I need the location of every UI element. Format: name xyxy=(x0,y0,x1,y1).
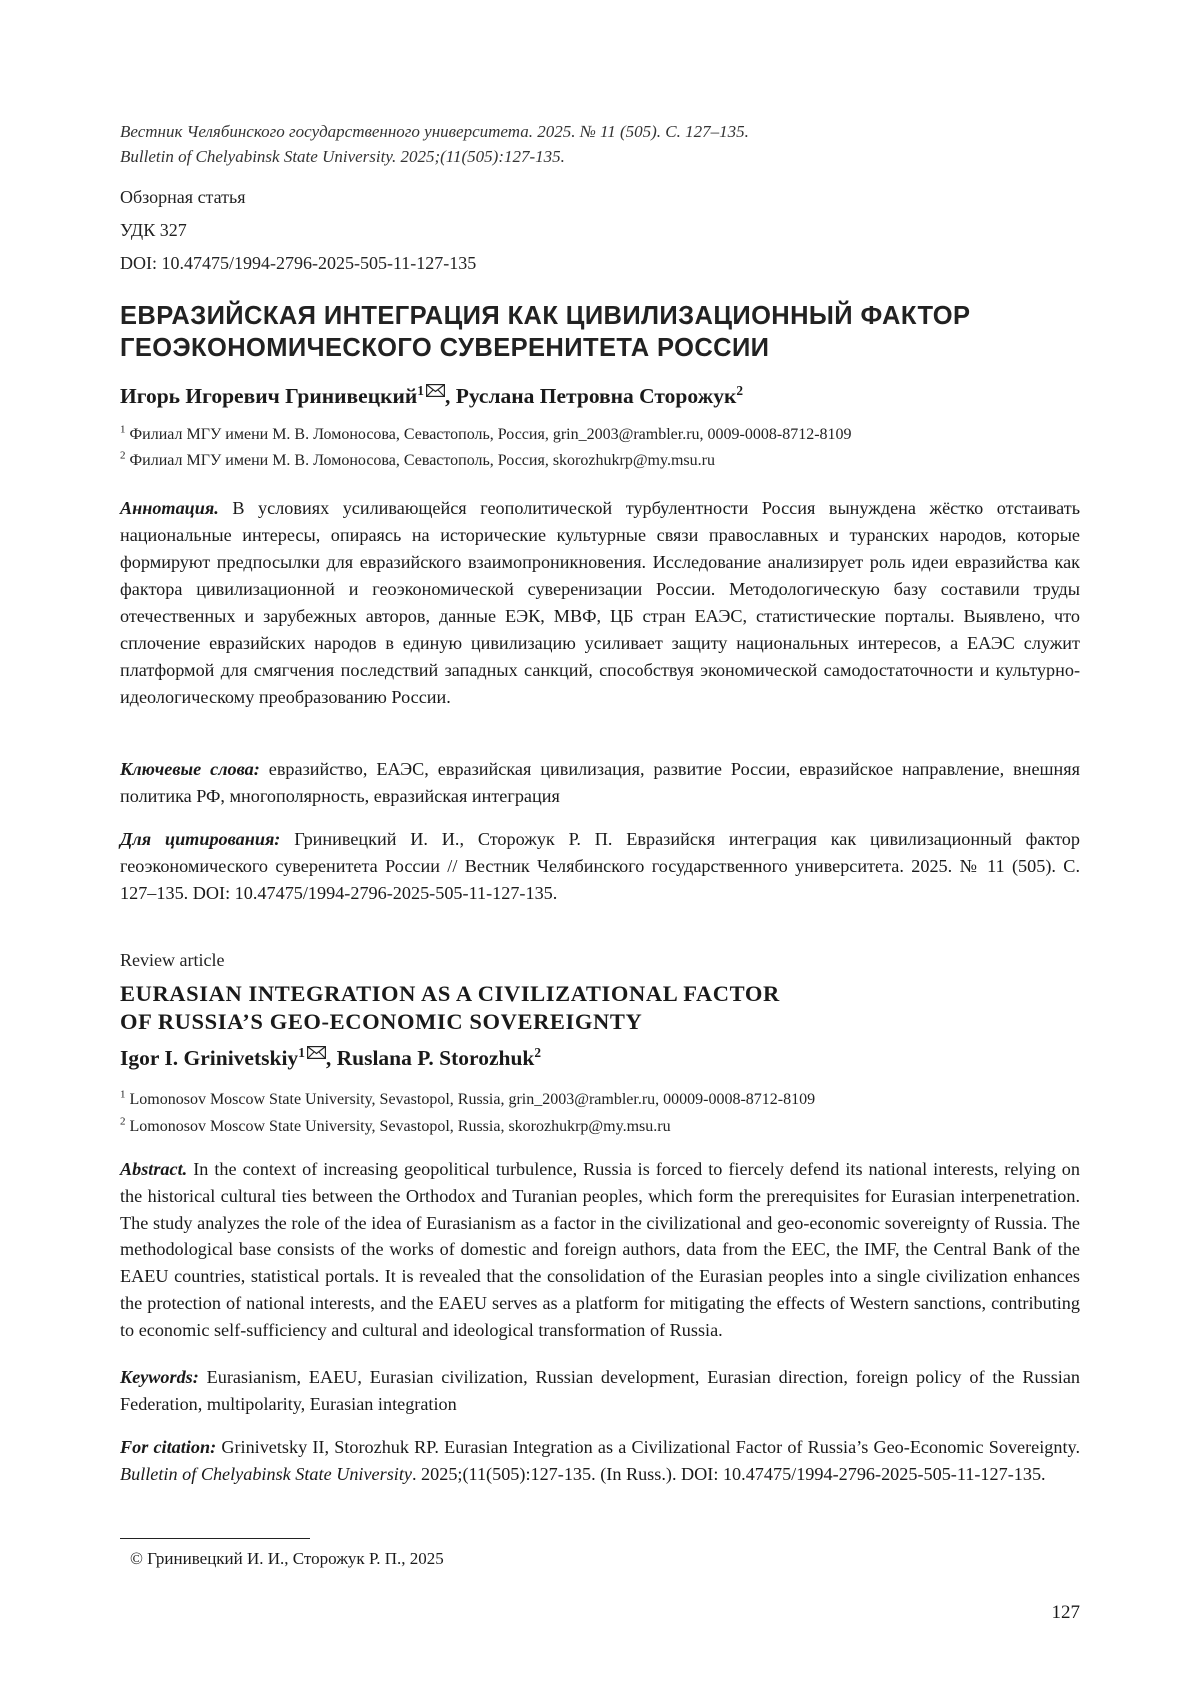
affiliation-ru-2: $^2$ Филиал МГУ имени М. В. Ломоносова, Севастополь, Россия, skorozhukrp@my.msu.ru xyxy=(120,449,715,469)
author-1-name: Игорь Игоревич Гринивецкий xyxy=(120,384,418,408)
title-en-line-1: EURASIAN INTEGRATION AS A CIVILIZATIONAL FACTOR xyxy=(120,981,780,1006)
udk: УДК 327 xyxy=(120,220,187,240)
journal-reference-en: Bulletin of Chelyabinsk State University. 2025;(11(505):127-135. xyxy=(120,147,565,166)
affiliation-en-2: $^2$ Lomonosov Moscow State University, Sevastopol, Russia, skorozhukrp@my.msu.ru xyxy=(120,1115,671,1135)
citation-en-text-2: . 2025;(11(505):127-135. (In Russ.). DOI: 10.47475/1994-2796-2025-505-11-127-135. xyxy=(411,1463,1046,1484)
copyright: © Гринивецкий И. И., Сторожук Р. П., 2025 xyxy=(130,1549,444,1568)
keywords-en xyxy=(120,1364,1080,1418)
article-type-en: Review article xyxy=(120,950,225,970)
abstract-en xyxy=(120,1156,1080,1344)
abstract-ru-text: В условиях усиливающейся геополитической турбулентности Россия вынуждена жёстко отстаивать национальные интересы, опираясь на исторические культурные связи православных и туранских народов, которые формируют предпосылки для евразийского взаимопроникновения. Исследование анализирует роль идеи евразийства как фактора цивилизационной и геоэкономической суверенизации России. Методологическую базу составили труды отечественных и зарубежных авторов, данные ЕЭК, МВФ, ЦБ стран ЕАЭС, статистические порталы. Выявлено, что сплочение евразийских народов в единую цивилизацию усиливает защиту национальных интересов, а ЕАЭС служит платформой для смягчения последствий западных санкций, способствуя экономической самодостаточности и культурно-идеологическому преобразованию России. xyxy=(120,498,1080,707)
mail-icon[interactable] xyxy=(307,1046,326,1059)
title-ru-line-2: ГЕОЭКОНОМИЧЕСКОГО СУВЕРЕНИТЕТА РОССИИ xyxy=(120,334,770,362)
title-en xyxy=(120,980,780,1036)
article-page xyxy=(120,0,1080,1697)
author-1-sup-en: 1 xyxy=(298,1044,305,1060)
keywords-ru xyxy=(120,756,1080,810)
citation-ru-label: Для цитирования: xyxy=(120,829,281,849)
footnote-divider xyxy=(120,1538,310,1539)
abstract-en-label: Abstract. xyxy=(120,1159,188,1179)
journal-reference-ru: Вестник Челябинского государственного университета. 2025. № 11 (505). С. 127–135. xyxy=(120,122,749,141)
author-2-sup-en: 2 xyxy=(534,1044,542,1060)
keywords-en-label: Keywords: xyxy=(120,1367,199,1387)
authors-en xyxy=(120,1046,541,1071)
author-2-name-en: Ruslana P. Storozhuk xyxy=(336,1046,535,1070)
affiliation-ru-1: $^1$ Филиал МГУ имени М. В. Ломоносова, Севастополь, Россия, grin_2003@rambler.ru, 0009-0008-8712-8109 xyxy=(120,423,852,443)
citation-en-text-1: Grinivetsky II, Storozhuk RP. Eurasian Integration as a Civilizational Factor of Russia’s Geo-Economic Sovereignty. xyxy=(216,1437,1081,1457)
citation-ru xyxy=(120,826,1080,907)
keywords-ru-text: евразийство, ЕАЭС, евразийская цивилизация, развитие России, евразийское направление, внешняя политика РФ, многополярность, евразийская интеграция xyxy=(120,759,1080,806)
abstract-en-text: In the context of increasing geopolitical turbulence, Russia is forced to fiercely defend its national interests, relying on the historical cultural ties between the Orthodox and Turanian peoples, which form the prerequisites for Eurasian interpenetration. The study analyzes the role of the idea of Eurasianism as a factor in the civilizational and geo-economic sovereignty of Russia. The methodological base consists of the works of domestic and foreign authors, data from the EEC, the IMF, the Central Bank of the EAEU countries, statistical portals. It is revealed that the consolidation of the Eurasian peoples into a single civilization enhances the protection of national interests, and the EAEU serves as a platform for mitigating the effects of Western sanctions, contributing to economic self-sufficiency and cultural and ideological transformation of Russia. xyxy=(120,1159,1080,1340)
page-number: 127 xyxy=(1051,1602,1080,1623)
title-ru-line-1: ЕВРАЗИЙСКАЯ ИНТЕГРАЦИЯ КАК ЦИВИЛИЗАЦИОННЫЙ ФАКТОР xyxy=(120,302,971,330)
mail-icon[interactable] xyxy=(426,384,445,397)
citation-en-label: For citation: xyxy=(120,1437,217,1457)
citation-en xyxy=(120,1434,1080,1488)
citation-en-journal: Bulletin of Chelyabinsk State University xyxy=(120,1463,412,1484)
citation-ru-text: Гринивецкий И. И., Сторожук Р. П. Евразийскя интеграция как цивилизационный фактор геоэкономического суверенитета России // Вестник Челябинского государственного университета. 2025. № 11 (505). С. 127–135. DOI: 10.47475/1994-2796-2025-505-11-127-135. xyxy=(120,829,1080,903)
author-separator: , xyxy=(444,384,456,408)
affiliation-en-1: $^1$ Lomonosov Moscow State University, Sevastopol, Russia, grin_2003@rambler.ru, 00009-0008-8712-8109 xyxy=(120,1088,816,1108)
author-1-sup: 1 xyxy=(417,382,424,398)
author-separator-en: , xyxy=(325,1046,337,1070)
title-ru xyxy=(120,300,1080,364)
author-1-name-en: Igor I. Grinivetskiy xyxy=(120,1046,299,1070)
keywords-en-text: Eurasianism, EAEU, Eurasian civilization, Russian development, Eurasian direction, foreign policy of the Russian Federation, multipolarity, Eurasian integration xyxy=(120,1367,1080,1414)
keywords-ru-label: Ключевые слова: xyxy=(120,759,260,779)
abstract-ru xyxy=(120,495,1080,711)
author-2-name: Руслана Петровна Сторожук xyxy=(455,384,737,408)
article-type-ru: Обзорная статья xyxy=(120,187,246,207)
doi[interactable]: DOI: 10.47475/1994-2796-2025-505-11-127-135 xyxy=(120,253,477,273)
author-2-sup: 2 xyxy=(736,382,744,398)
abstract-ru-label: Аннотация. xyxy=(120,498,219,518)
title-en-line-2: OF RUSSIA’S GEO-ECONOMIC SOVEREIGNTY xyxy=(120,1009,643,1034)
authors-ru xyxy=(120,384,743,409)
